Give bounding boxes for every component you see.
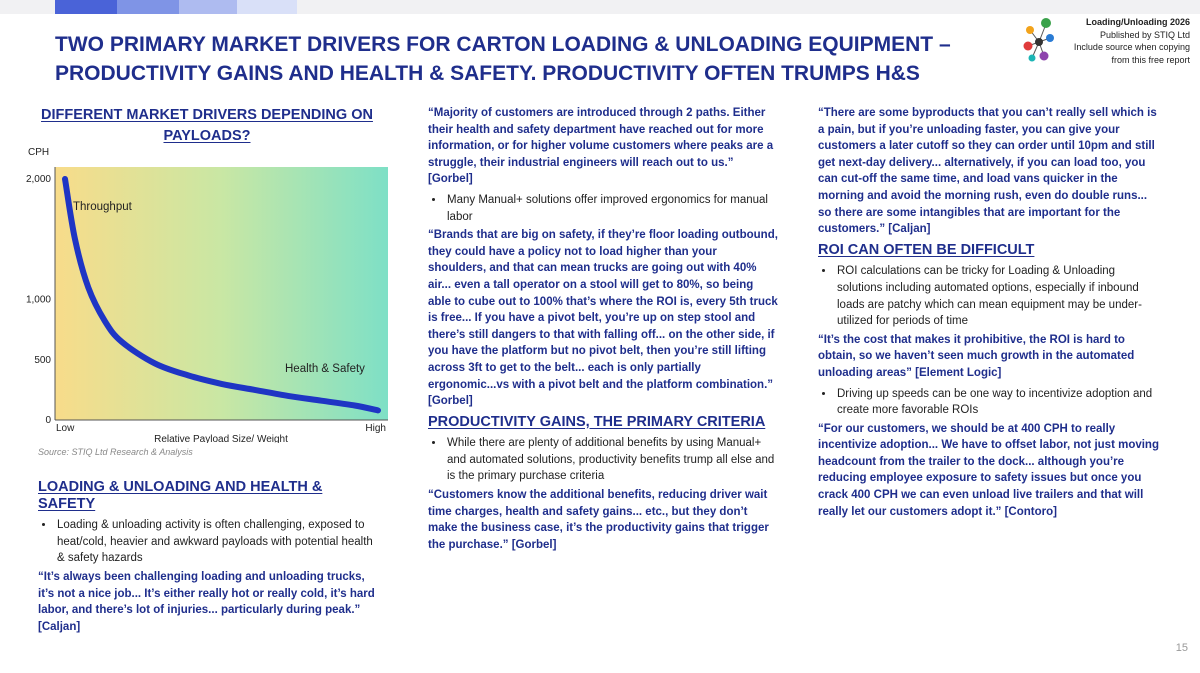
middle-column	[428, 105, 778, 553]
page-number: 15	[1175, 642, 1188, 654]
y-tick-label: 0	[45, 415, 51, 426]
left-column	[38, 479, 383, 635]
x-tick-label-high: High	[365, 423, 386, 434]
quote-caljan: “It’s always been challenging loading and unloading trucks, it’s not a nice job... It’s either really hot or really cold, it’s hard labor, and there’s lot of injuries... particularly during peak.” [Caljan]	[38, 570, 375, 633]
x-axis-label: Relative Payload Size/ Weight	[154, 434, 288, 443]
quote-gorbel-business-case: “Customers know the additional benefits, reducing driver wait time charges, health and safety gains... etc., but they don’t make the business case, it’s the productivity gains that trigger the purchase.” [Gorbel]	[428, 489, 769, 551]
bullet-item: • ROI calculations can be tricky for Loading & Unloading solutions including automated options, especially if inbound loads are patchy which can mean equipment may be under-utilized for periods of time	[835, 263, 1163, 329]
copy-note-line-2: from this free report	[1111, 54, 1190, 65]
accent-segment-2	[117, 0, 179, 14]
publisher-note	[1074, 16, 1190, 66]
top-accent-bar	[0, 0, 1200, 14]
page-title: TWO PRIMARY MARKET DRIVERS FOR CARTON LOADING & UNLOADING EQUIPMENT – PRODUCTIVITY GAINS AND HEALTH & SAFETY. PRODUCTIVITY OFTEN TRUMPS H&S	[55, 33, 951, 85]
accent-segment-1	[55, 0, 117, 14]
report-name: Loading/Unloading 2026	[1085, 17, 1190, 27]
y-axis-label: CPH	[28, 147, 50, 158]
y-tick-label: 500	[34, 354, 51, 366]
health-safety-bullets	[38, 517, 383, 567]
quote-contoro: “For our customers, we should be at 400 CPH to really incentivize adoption... We have to offset labor, not just moving headcount from the trailer to the dock... although you’re reducing employee exposure to safety issues but once you crack 400 CPH we can even unload live trailers and that will really let our customers adopt it.” [Contoro]	[818, 422, 1159, 518]
chart-source-note: Source: STIQ Ltd Research & Analysis	[38, 447, 193, 457]
copy-note-line: Include source when copying	[1073, 42, 1190, 52]
ergonomics-bullets	[428, 192, 778, 225]
y-tick-label: 2,000	[25, 174, 51, 186]
bullet-item: • Loading & unloading activity is often challenging, exposed to heat/cold, heavier and awkward payloads with potential health & safety hazards	[55, 517, 383, 567]
quote-element-logic: “It’s the cost that makes it prohibitive, the ROI is hard to obtain, so we haven’t seen much growth in the automated unloading areas” [Element Logic]	[818, 333, 1135, 379]
accent-segment-3	[179, 0, 237, 14]
roi-heading: ROI CAN OFTEN BE DIFFICULT	[818, 241, 1035, 258]
productivity-bullets	[428, 435, 778, 485]
productivity-heading: PRODUCTIVITY GAINS, THE PRIMARY CRITERIA	[428, 413, 766, 430]
quote-gorbel-paths: “Majority of customers are introduced through 2 paths. Either their health and safety department have reached out for more information, or for higher volume customers where peaks are a struggle, their industrial engineers will reach out to us.” [Gorbel]	[428, 107, 774, 186]
x-tick-label-low: Low	[56, 423, 75, 434]
speed-bullets	[818, 386, 1163, 419]
accent-segment-4	[237, 0, 297, 14]
health-safety-annotation: Health & Safety	[285, 363, 365, 375]
bullet-item: • While there are plenty of additional benefits by using Manual+ and automated solutions, productivity benefits trump all else and is the primary purchase criteria	[445, 435, 778, 485]
bullet-item: • Driving up speeds can be one way to incentivize adoption and create more favorable ROIs	[835, 386, 1163, 419]
bullet-item: • Many Manual+ solutions offer improved ergonomics for manual labor	[445, 192, 778, 225]
publisher-line: Published by STIQ Ltd	[1099, 29, 1190, 40]
quote-gorbel-safety: “Brands that are big on safety, if they’re floor loading outbound, they could have a policy not to load higher than your shoulders, and that can mean trucks are going out with 40% air... even a tall operator on a stool will get to 80%, so being able to cube out to 100% that’s where the ROI is, every 5th truck is free... If you have a pivot belt, you’re up on step stool and there’s still dangers to that with falling off... on the other side, if you have the platform but no pivot belt, then you’re still lifting across 3ft to get to the belt... each is only partially ergonomic...vs with a pivot belt and the platform combination.” [Gorbel]	[428, 229, 778, 408]
quote-caljan-byproducts: “There are some byproducts that you can’t really sell which is a pain, but if you’re unloading faster, you can give your customers a later cutoff so they can order until 10pm and still get next-day delivery... alternatively, if you can load too, you can cut-off the same time, and load vans quicker in the morning and avoid the morning rush, even do double runs... so there are some intangibles that are important for the customers.” [Caljan]	[818, 107, 1157, 236]
y-tick-label: 1,000	[25, 294, 51, 306]
chart-title-block	[28, 105, 386, 147]
roi-bullets	[818, 263, 1163, 329]
right-column	[818, 105, 1163, 520]
payload-chart	[0, 143, 400, 443]
stiq-logo-icon	[1022, 16, 1056, 66]
health-safety-heading: LOADING & UNLOADING AND HEALTH & SAFETY	[38, 479, 323, 512]
throughput-annotation: Throughput	[73, 201, 132, 213]
chart-title: DIFFERENT MARKET DRIVERS DEPENDING ON PAYLOADS?	[41, 107, 373, 144]
